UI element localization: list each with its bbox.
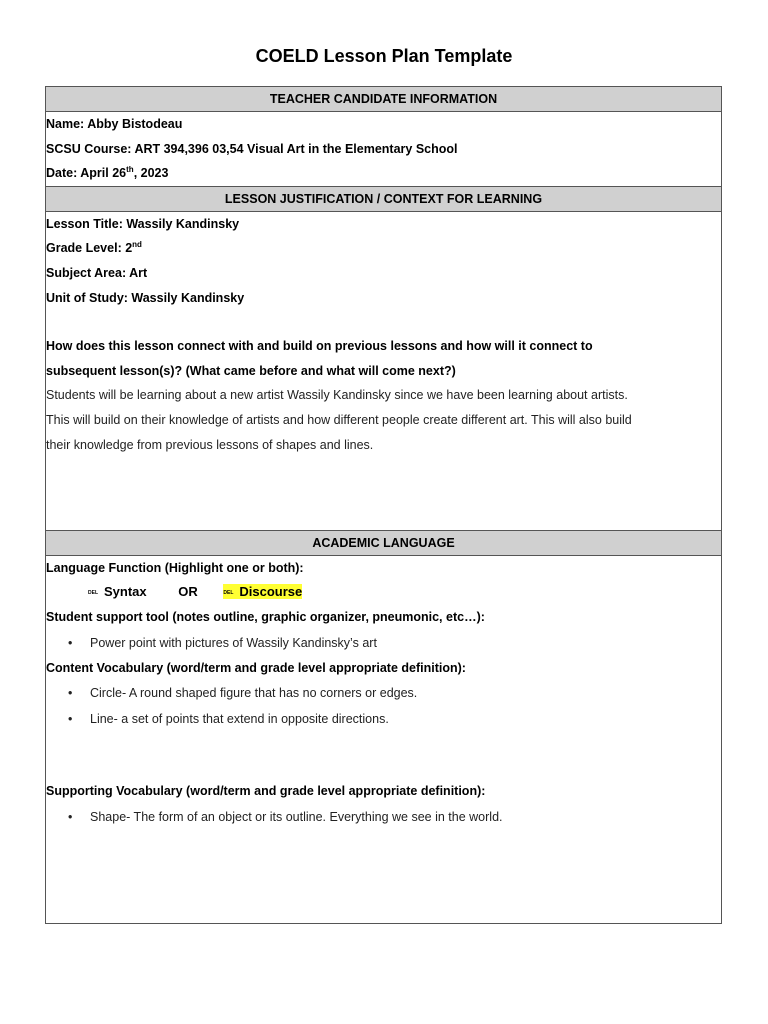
bullet-icon: • xyxy=(68,809,73,824)
academic-header: ACADEMIC LANGUAGE xyxy=(46,530,722,555)
bullet-icon: • xyxy=(68,686,73,701)
support-tool-label: Student support tool (notes outline, graphic organizer, pneumonic, etc…): xyxy=(46,609,485,624)
scsu-course: SCSU Course: ART 394,396 03,54 Visual Art in the Elementary School xyxy=(46,141,458,156)
list-item: • Shape- The form of an object or its outline. Everything we see in the world. xyxy=(46,804,721,830)
bullet-icon: • xyxy=(68,712,73,727)
lesson-date: Date: April 26th, 2023 xyxy=(46,165,169,181)
list-item: • Power point with pictures of Wassily Kandinsky’s art xyxy=(46,630,721,656)
unit-of-study: Unit of Study: Wassily Kandinsky xyxy=(46,290,245,305)
connection-answer-1: Students will be learning about a new artist Wassily Kandinsky since we have been learning about artists. xyxy=(46,388,628,403)
bullet-icon: • xyxy=(68,635,73,650)
list-item: • Line- a set of points that extend in opposite directions. xyxy=(46,706,721,732)
section-header-justification xyxy=(46,186,722,211)
list-item: • Circle- A round shaped figure that has no corners or edges. xyxy=(46,680,721,706)
del-marker: DEL xyxy=(88,589,98,596)
justification-cell xyxy=(46,211,722,530)
teacher-info-cell xyxy=(46,112,722,187)
connection-answer-3: their knowledge from previous lessons of shapes and lines. xyxy=(46,437,374,452)
connection-question-2: subsequent lesson(s)? (What came before and what will come next?) xyxy=(46,363,456,378)
language-function-options xyxy=(46,580,721,605)
connection-answer-2: This will build on their knowledge of artists and how different people create different art. This will also build xyxy=(46,412,632,427)
grade-level: Grade Level: 2nd xyxy=(46,240,142,256)
supporting-vocab-label: Supporting Vocabulary (word/term and grade level appropriate definition): xyxy=(46,784,486,799)
or-text: OR xyxy=(178,584,198,600)
language-function: Language Function (Highlight one or both): xyxy=(46,560,304,575)
page-title: COELD Lesson Plan Template xyxy=(255,46,513,66)
discourse-option-highlighted: DEL Discourse xyxy=(223,584,303,600)
academic-cell xyxy=(46,555,722,923)
content-vocab-label: Content Vocabulary (word/term and grade level appropriate definition): xyxy=(46,660,466,675)
section-header-teacher xyxy=(46,87,722,112)
lesson-plan-table xyxy=(45,86,722,924)
teacher-header: TEACHER CANDIDATE INFORMATION xyxy=(46,87,722,112)
candidate-name: Name: Abby Bistodeau xyxy=(46,117,183,131)
section-header-academic xyxy=(46,530,722,555)
connection-question-1: How does this lesson connect with and build on previous lessons and how will it connect to xyxy=(46,339,593,354)
syntax-option: Syntax xyxy=(104,584,147,600)
subject-area: Subject Area: Art xyxy=(46,265,148,280)
lesson-title: Lesson Title: Wassily Kandinsky xyxy=(46,216,240,231)
justification-header: LESSON JUSTIFICATION / CONTEXT FOR LEARNING xyxy=(46,186,722,211)
